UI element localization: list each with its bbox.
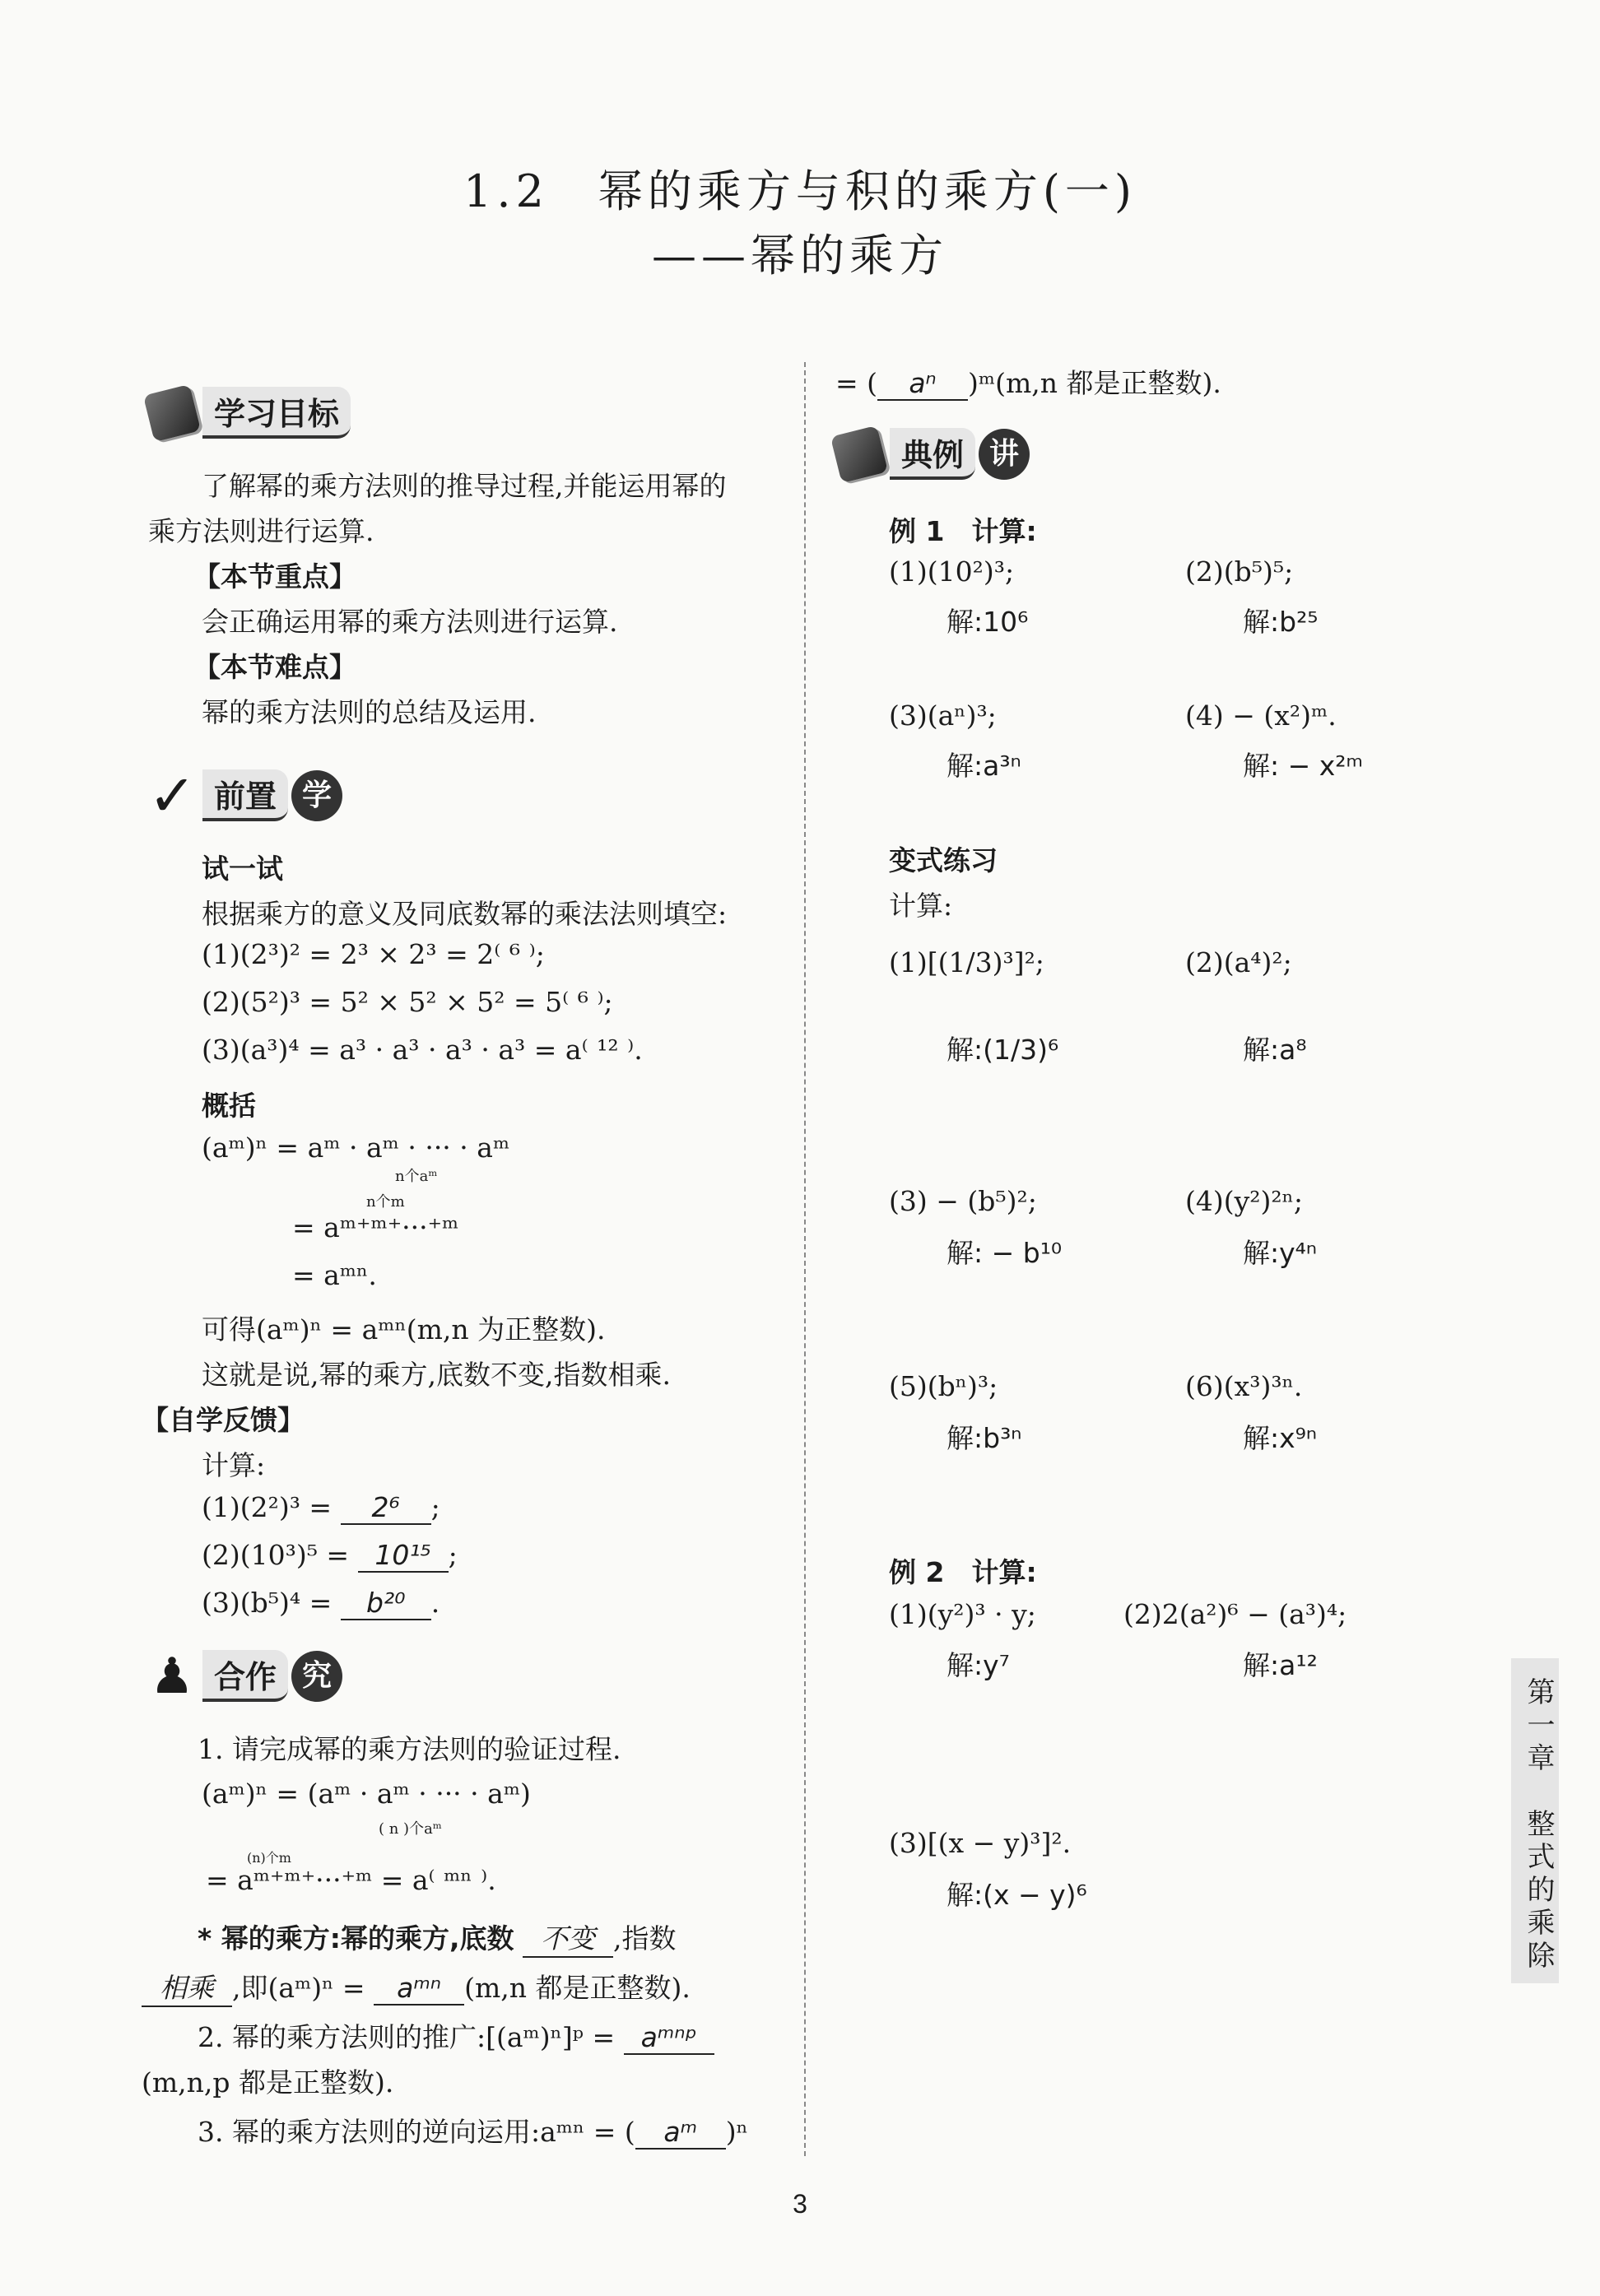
var-q6: (6)(x³)³ⁿ. [1185, 1370, 1303, 1402]
continuation-line: = ( aⁿ )ᵐ(m,n 都是正整数). [835, 367, 1221, 399]
page-title: 1.2 幂的乘方与积的乘方(一) [463, 165, 1137, 217]
goal-text-2: 乘方法则进行运算. [148, 515, 374, 547]
section-learning-goals: 学习目标 [148, 387, 351, 439]
variant-heading: 变式练习 [889, 844, 998, 876]
generalize-heading: 概括 [202, 1090, 256, 1122]
badge-circle: 讲 [979, 429, 1030, 480]
ex2-q1: (1)(y²)³ · y; [889, 1598, 1036, 1630]
coop-note-1: ( n )个aᵐ [379, 1820, 442, 1838]
feedback-item-2: (2)(10³)⁵ = 10¹⁵ ; [202, 1539, 458, 1571]
generalize-line-2: = aᵐ⁺ᵐ⁺···⁺ᵐ [292, 1211, 459, 1243]
generalize-note-2: n个m [366, 1193, 405, 1211]
ex1-q1: (1)(10²)³; [889, 555, 1015, 588]
cube-icon [143, 383, 201, 441]
var-q1: (1)[(1/3)³]²; [889, 946, 1044, 978]
answer-blank: 相乘 [142, 1967, 232, 2007]
answer-blank: 10¹⁵ [358, 1539, 449, 1573]
ex1-s1: 解:10⁶ [947, 606, 1029, 638]
coop-rule-line-1: * 幂的乘方:幂的乘方,底数 不变 ,指数 [198, 1917, 676, 1958]
answer-blank: aⁿ [877, 367, 968, 401]
chapter-side-tab: 第一章 整式的乘除 [1511, 1658, 1559, 1983]
badge-circle: 学 [291, 770, 342, 821]
var-q5: (5)(bⁿ)³; [889, 1370, 998, 1402]
coop-item-2: 2. 幂的乘方法则的推广:[(aᵐ)ⁿ]ᵖ = aᵐⁿᵖ [198, 2016, 714, 2055]
feedback-calc: 计算: [202, 1449, 266, 1481]
section-cooperate: ♟ 合作 究 [148, 1650, 342, 1702]
difficulty-heading: 【本节难点】 [193, 651, 356, 683]
checkmark-icon: ✓ [148, 761, 197, 830]
generalize-line-1: (aᵐ)ⁿ = aᵐ · aᵐ · ··· · aᵐ [202, 1132, 510, 1164]
ex1-q4: (4) − (x²)ᵐ. [1185, 699, 1337, 732]
answer-blank: 2⁶ [341, 1491, 431, 1525]
cube-icon [830, 425, 888, 482]
example-1-heading: 例 1 计算: [889, 515, 1037, 547]
try-item-3: (3)(a³)⁴ = a³ · a³ · a³ · a³ = a⁽ ¹² ⁾. [202, 1034, 643, 1066]
ex1-q2: (2)(b⁵)⁵; [1185, 555, 1294, 588]
coop-item-3: 3. 幂的乘方法则的逆向运用:aᵐⁿ = ( aᵐ )ⁿ [198, 2116, 748, 2148]
try-heading: 试一试 [202, 853, 283, 885]
section-examples: 典例 讲 [835, 428, 1030, 480]
generalize-note-1: n个aᵐ [395, 1168, 438, 1185]
ex1-s4: 解: − x²ᵐ [1243, 750, 1364, 782]
badge-circle: 究 [291, 1651, 342, 1702]
difficulty-text: 幂的乘方法则的总结及运用. [202, 696, 537, 728]
var-q3: (3) − (b⁵)²; [889, 1185, 1037, 1217]
ex1-s2: 解:b²⁵ [1243, 606, 1319, 638]
page-number: 3 [793, 2189, 807, 2219]
var-s3: 解: − b¹⁰ [947, 1237, 1063, 1269]
coop-item-1: 1. 请完成幂的乘方法则的验证过程. [198, 1733, 621, 1765]
var-s4: 解:y⁴ⁿ [1243, 1237, 1318, 1269]
ex2-s1: 解:y⁷ [947, 1649, 1010, 1681]
answer-blank: b²⁰ [341, 1587, 431, 1620]
var-s2: 解:a⁸ [1243, 1034, 1307, 1066]
page-subtitle: ——幂的乘方 [652, 230, 948, 281]
answer-blank: aᵐⁿᵖ [624, 2021, 714, 2055]
answer-blank: aᵐⁿ [374, 1972, 464, 2006]
meaning-text: 这就是说,幂的乘方,底数不变,指数相乘. [202, 1359, 671, 1391]
variant-calc: 计算: [889, 890, 953, 922]
section-preview: ✓ 前置 学 [148, 769, 342, 821]
coop-item-2-tail: (m,n,p 都是正整数). [142, 2066, 394, 2098]
try-intro: 根据乘方的意义及同底数幂的乘法法则填空: [202, 898, 728, 930]
try-item-1: (1)(2³)² = 2³ × 2³ = 2⁽ ⁶ ⁾; [202, 938, 545, 970]
generalize-line-3: = aᵐⁿ. [292, 1259, 377, 1291]
key-text: 会正确运用幂的乘方法则进行运算. [202, 606, 618, 638]
conclusion-text: 可得(aᵐ)ⁿ = aᵐⁿ(m,n 为正整数). [202, 1313, 606, 1346]
answer-blank: 不变 [523, 1917, 613, 1958]
var-s5: 解:b³ⁿ [947, 1422, 1022, 1454]
coop-note-2: (n)个m [247, 1850, 291, 1866]
answer-blank: aᵐ [635, 2116, 726, 2150]
goal-text-1: 了解幂的乘方法则的推导过程,并能运用幂的 [202, 470, 727, 502]
coop-equation-2: = aᵐ⁺ᵐ⁺···⁺ᵐ = a⁽ ᵐⁿ ⁾. [206, 1864, 496, 1896]
ex2-q2: (2)2(a²)⁶ − (a³)⁴; [1123, 1598, 1347, 1630]
coop-equation-1: (aᵐ)ⁿ = (aᵐ · aᵐ · ··· · aᵐ) [202, 1778, 531, 1810]
var-s1: 解:(1/3)⁶ [947, 1034, 1059, 1066]
column-divider [804, 362, 806, 2156]
key-heading: 【本节重点】 [193, 560, 356, 593]
ex2-s3: 解:(x − y)⁶ [947, 1879, 1087, 1911]
ex2-q3: (3)[(x − y)³]². [889, 1827, 1072, 1859]
var-q2: (2)(a⁴)²; [1185, 946, 1292, 978]
feedback-item-3: (3)(b⁵)⁴ = b²⁰ . [202, 1587, 440, 1619]
person-icon: ♟ [150, 1647, 194, 1705]
ex1-q3: (3)(aⁿ)³; [889, 699, 997, 732]
example-2-heading: 例 2 计算: [889, 1556, 1037, 1588]
ex1-s3: 解:a³ⁿ [947, 750, 1021, 782]
try-item-2: (2)(5²)³ = 5² × 5² × 5² = 5⁽ ⁶ ⁾; [202, 986, 613, 1018]
var-q4: (4)(y²)²ⁿ; [1185, 1185, 1303, 1217]
feedback-heading: 【自学反馈】 [142, 1404, 305, 1436]
ex2-s2: 解:a¹² [1243, 1649, 1318, 1681]
coop-rule-line-2: 相乘 ,即(aᵐ)ⁿ = aᵐⁿ (m,n 都是正整数). [142, 1967, 691, 2007]
var-s6: 解:x⁹ⁿ [1243, 1422, 1318, 1454]
feedback-item-1: (1)(2²)³ = 2⁶ ; [202, 1491, 440, 1523]
